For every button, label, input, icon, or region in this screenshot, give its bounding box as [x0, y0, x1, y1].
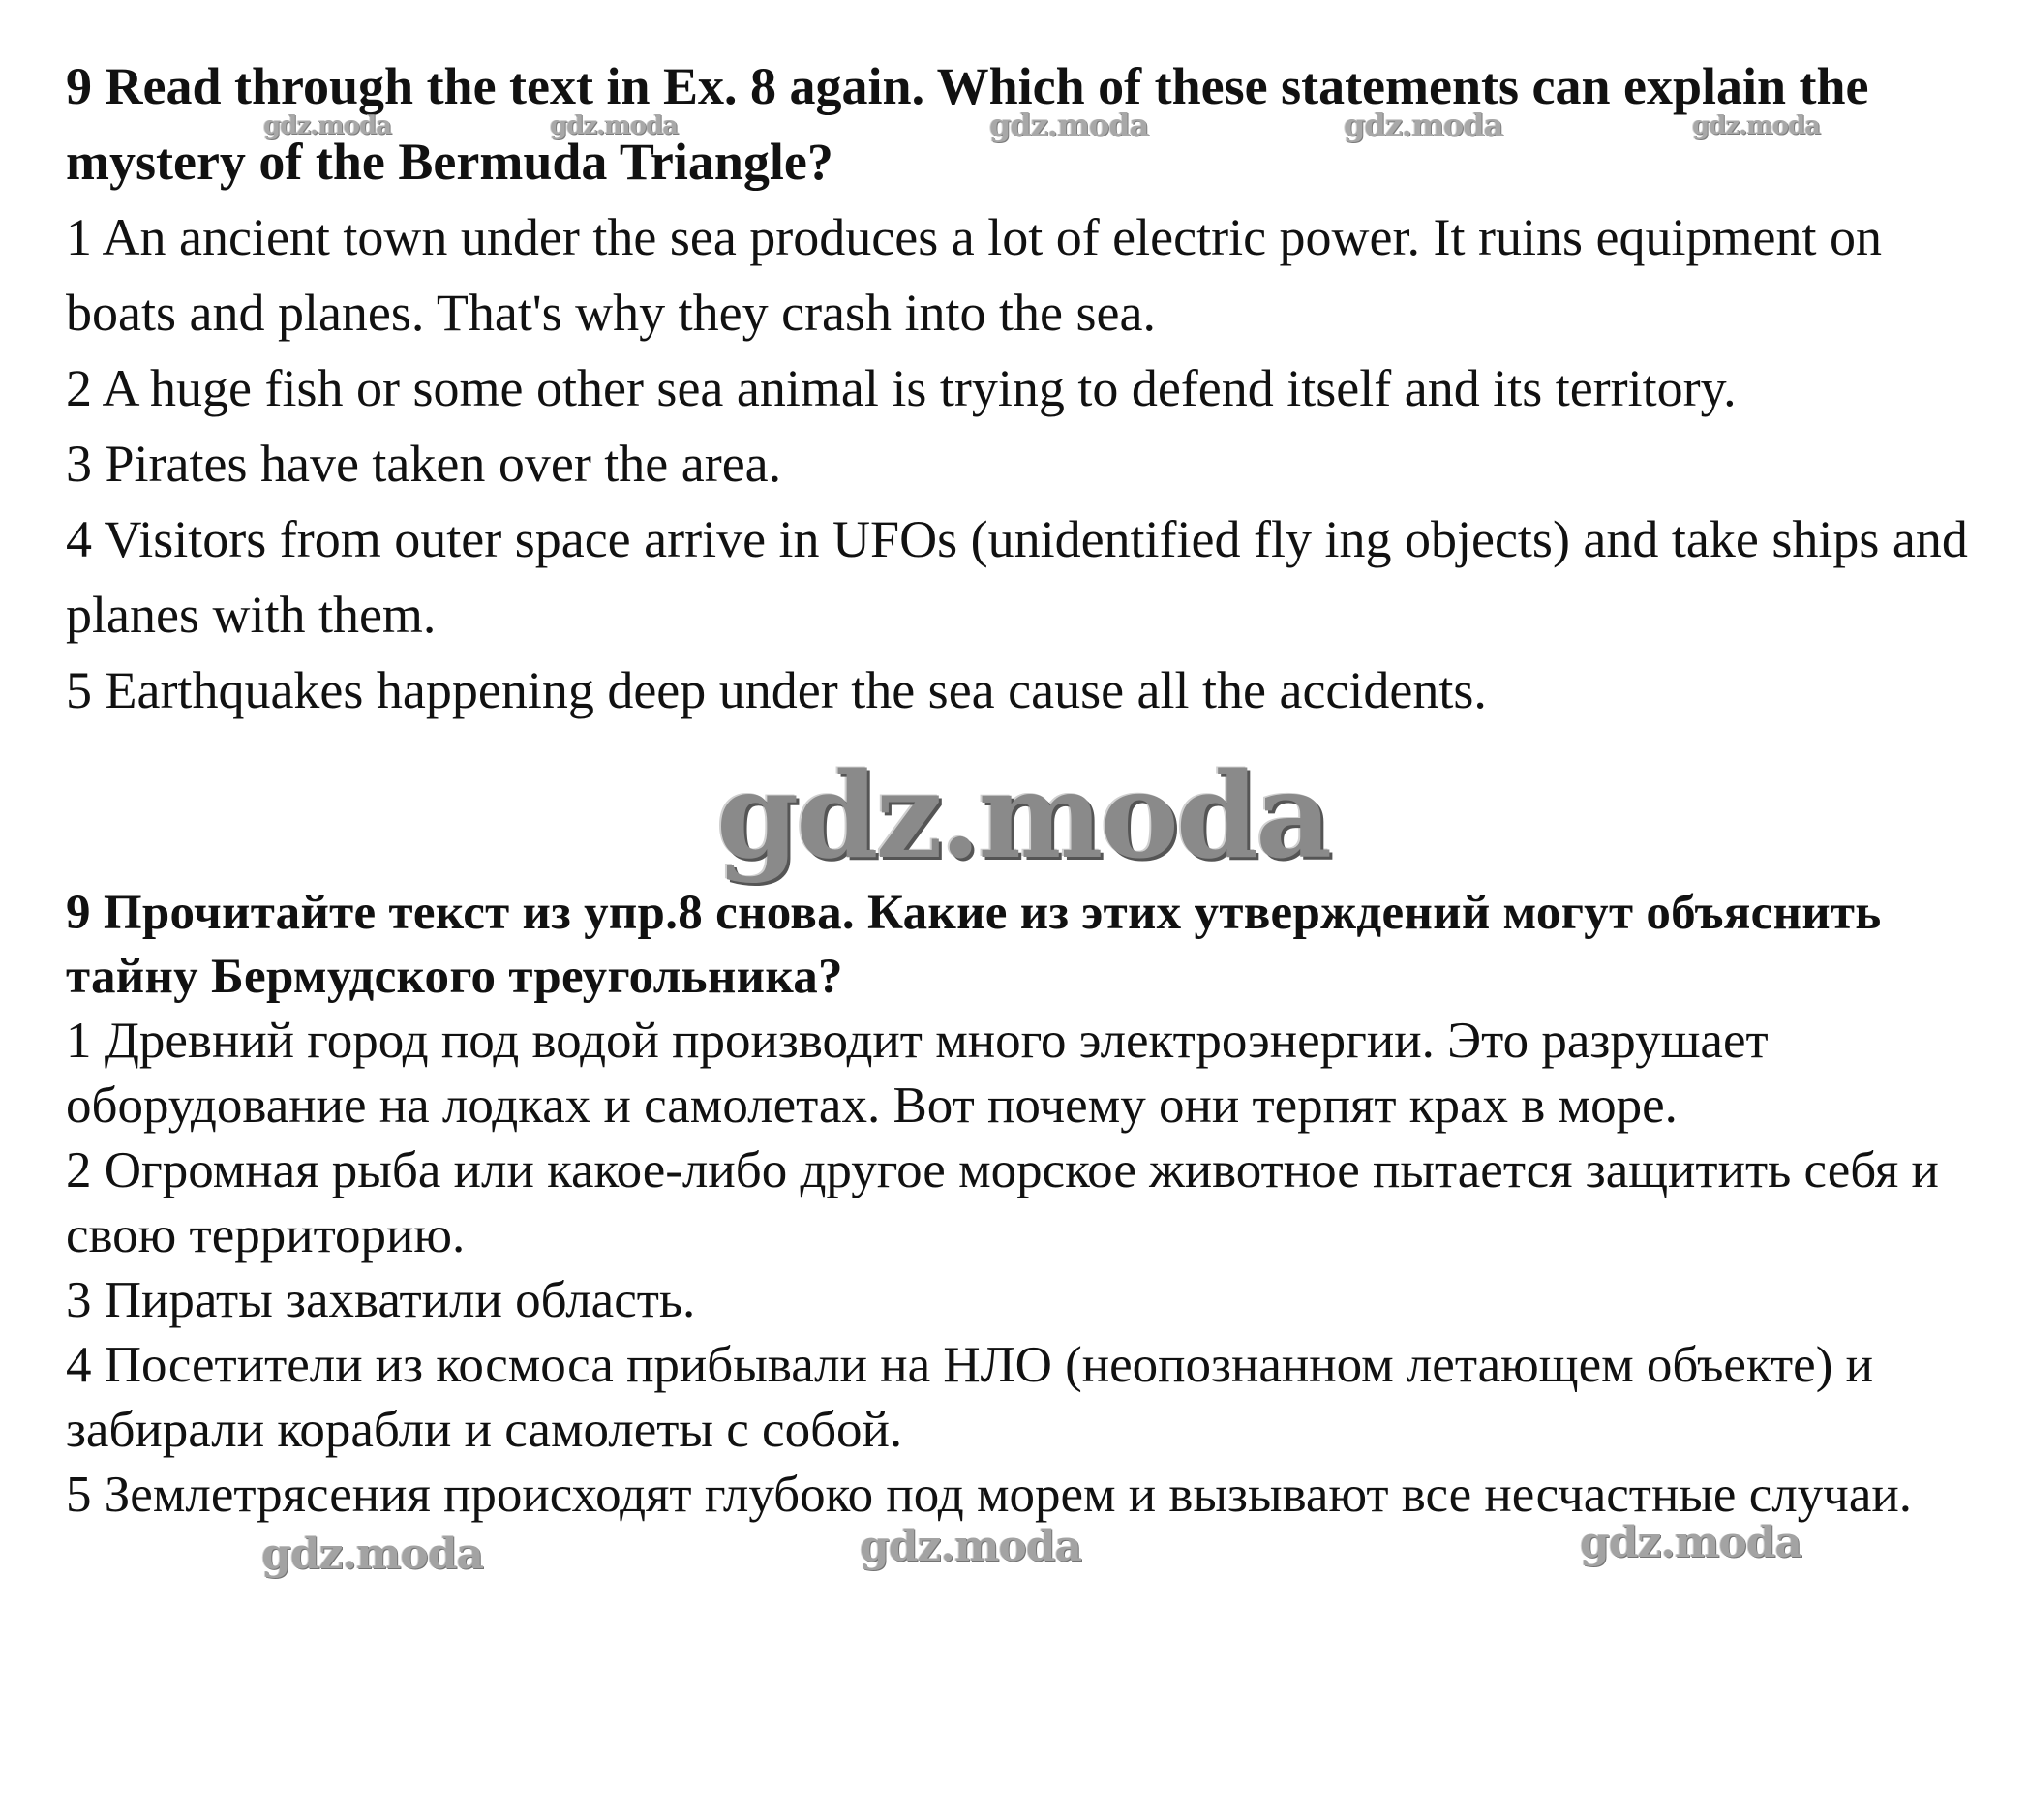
english-heading: 9 Read through the text in Ex. 8 again. Which of these statements can explain the mystery of the Bermuda Triangle?: [66, 57, 1869, 191]
russian-item-2: 2 Огромная рыба или какое-либо другое морское животное пытается защитить себя и свою территорию.: [66, 1142, 1939, 1263]
english-item-3: 3 Pirates have taken over the area.: [66, 435, 782, 493]
russian-item-3: 3 Пираты захватили область.: [66, 1272, 696, 1328]
russian-heading: 9 Прочитайте текст из упр.8 снова. Какие из этих утверждений могут объяснить тайну Бермудского треугольника?: [66, 886, 1882, 1004]
watermark-logo: gdz.moda: [860, 1522, 1082, 1571]
russian-item-1: 1 Древний город под водой производит много электроэнергии. Это разрушает оборудование на лодках и самолетах. Вот почему они терпят крах в море.: [66, 1013, 1769, 1134]
english-item-2: 2 A huge fish or some other sea animal is trying to defend itself and its territory.: [66, 359, 1737, 417]
watermark-logo: gdz.moda: [550, 111, 679, 140]
watermark-logo: gdz.moda: [263, 111, 392, 140]
russian-item-4: 4 Посетители из космоса прибывали на НЛО (неопознанном летающем объекте) и забирали корабли и самолеты с собой.: [66, 1337, 1873, 1458]
english-item-1: 1 An ancient town under the sea produces a lot of electric power. It ruins equipment on boats and planes. That's why they crash into the sea.: [66, 208, 1882, 342]
russian-item-5: 5 Землетрясения происходят глубоко под морем и вызывают все несчастные случаи.: [66, 1467, 1912, 1523]
watermark-logo: gdz.moda: [1692, 111, 1821, 140]
watermark-logo-large: gdz.moda: [716, 745, 1330, 885]
watermark-logo: gdz.moda: [1344, 106, 1503, 143]
english-section: [66, 48, 1983, 728]
english-item-5: 5 Earthquakes happening deep under the sea cause all the accidents.: [66, 661, 1487, 719]
watermark-logo: gdz.moda: [989, 106, 1149, 143]
russian-section: [66, 881, 1983, 1528]
watermark-logo: gdz.moda: [1580, 1518, 1802, 1567]
watermark-logo: gdz.moda: [261, 1530, 484, 1579]
english-item-4: 4 Visitors from outer space arrive in UFOs (unidentified fly ing objects) and take ships and planes with them.: [66, 510, 1968, 644]
